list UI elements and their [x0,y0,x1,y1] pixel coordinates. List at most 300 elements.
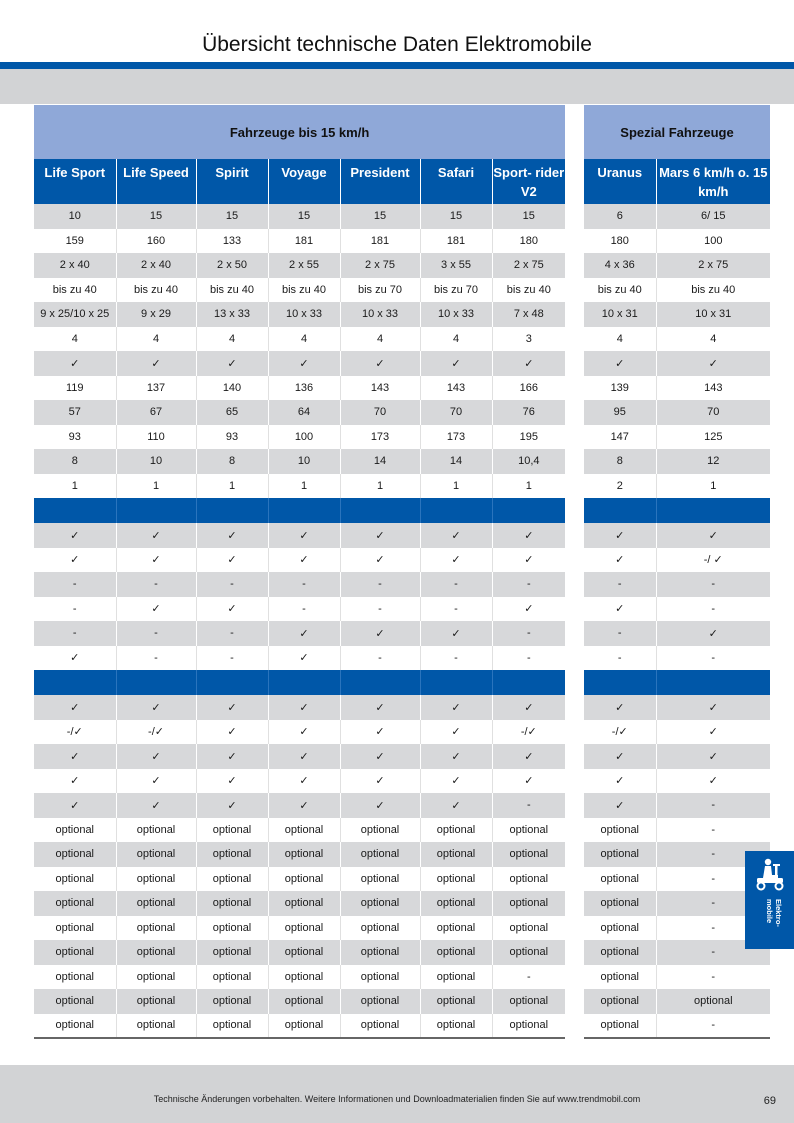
page-number: 69 [763,1095,776,1107]
table-cell: - [656,965,770,990]
table-cell: 6 [584,204,656,229]
section-divider [584,670,770,695]
table-row [584,204,770,229]
table-cell: 100 [268,425,340,450]
table-cell: 181 [340,229,420,254]
table-cell: - [116,621,196,646]
table-cell: optional [492,916,565,941]
table-cell: optional [116,940,196,965]
table-cell: 195 [492,425,565,450]
table-cell: optional [268,867,340,892]
table-cell: optional [420,818,492,843]
table-cell: ✓ [34,793,116,818]
table-cell: optional [340,1014,420,1039]
table-row [584,253,770,278]
table-cell: optional [420,891,492,916]
section-divider-cell [116,670,196,695]
table-cell: optional [584,818,656,843]
table-cell: 1 [34,474,116,499]
table-row [34,940,565,965]
table-row [584,916,770,941]
section-divider-cell [420,498,492,523]
table-cell: 2 x 50 [196,253,268,278]
table-cell: optional [116,891,196,916]
table-cell: optional [420,1014,492,1039]
table-row [34,916,565,941]
table-cell: - [656,646,770,671]
table-cell: 8 [196,449,268,474]
table-cell: optional [196,818,268,843]
table-cell: optional [268,989,340,1014]
table-cell: ✓ [340,720,420,745]
section-divider-cell [196,670,268,695]
table-cell: 15 [492,204,565,229]
section-divider-cell [196,498,268,523]
table-cell: 2 x 75 [656,253,770,278]
table-cell: ✓ [340,744,420,769]
table-cell: ✓ [492,695,565,720]
table-cell: ✓ [584,523,656,548]
table-cell: ✓ [340,548,420,573]
table-cell: optional [34,940,116,965]
table-cell: ✓ [34,744,116,769]
table-cell: - [268,597,340,622]
table-row [34,621,565,646]
table-cell: 67 [116,400,196,425]
section-divider-cell [340,670,420,695]
table-cell: ✓ [656,744,770,769]
table-row [34,548,565,573]
table-cell: ✓ [116,597,196,622]
table-cell: optional [492,891,565,916]
table-row [584,474,770,499]
table-cell: 95 [584,400,656,425]
section-divider-cell [584,498,656,523]
table-row [584,621,770,646]
table-cell: optional [420,940,492,965]
table-cell: ✓ [340,769,420,794]
table-cell: ✓ [268,523,340,548]
table-cell: optional [196,940,268,965]
table-cell: ✓ [420,769,492,794]
table-cell: 140 [196,376,268,401]
table-cell: optional [196,842,268,867]
table-cell: optional [268,965,340,990]
table-row [34,1014,565,1039]
table-cell: ✓ [196,720,268,745]
table-row [34,523,565,548]
column-header: Spirit [196,159,268,204]
table-row [584,940,770,965]
table-cell: ✓ [492,351,565,376]
table-cell: ✓ [340,351,420,376]
table-cell: 139 [584,376,656,401]
table-cell: 13 x 33 [196,302,268,327]
table-cell: optional [34,1014,116,1039]
table-cell: 4 [116,327,196,352]
table-row [34,720,565,745]
scooter-icon [751,857,788,891]
table-row [584,744,770,769]
table-row [34,842,565,867]
table-cell: - [492,572,565,597]
table-cell: 10 x 33 [340,302,420,327]
table-cell: optional [116,916,196,941]
column-header: Uranus [584,159,656,204]
table-cell: ✓ [268,769,340,794]
table-cell: optional [34,867,116,892]
table-cell: 10 x 31 [584,302,656,327]
table-cell: optional [268,891,340,916]
table-cell: ✓ [492,744,565,769]
table-cell: bis zu 40 [584,278,656,303]
table-row [584,229,770,254]
column-header: Safari [420,159,492,204]
table-cell: ✓ [268,351,340,376]
table-cell: - [656,916,770,941]
side-tab-elektromobile[interactable] [745,851,794,949]
table-cell: ✓ [492,548,565,573]
table-cell: optional [268,1014,340,1039]
table-cell: bis zu 40 [34,278,116,303]
table-cell: - [492,621,565,646]
table-cell: ✓ [340,621,420,646]
table-cell: - [196,572,268,597]
table-cell: 4 x 36 [584,253,656,278]
table-cell: ✓ [420,720,492,745]
table-cell: 147 [584,425,656,450]
table-row [34,204,565,229]
table-cell: bis zu 40 [492,278,565,303]
table-cell: 10 [268,449,340,474]
table-row [34,572,565,597]
table-cell: - [268,572,340,597]
section-divider-cell [492,670,565,695]
table-cell: - [656,940,770,965]
table-cell: optional [196,989,268,1014]
table-row [584,351,770,376]
table-cell: ✓ [268,793,340,818]
table-cell: ✓ [584,695,656,720]
table-cell: 4 [584,327,656,352]
table-cell: 2 x 55 [268,253,340,278]
table-cell: ✓ [196,695,268,720]
table-cell: - [116,572,196,597]
table-cell: ✓ [492,597,565,622]
table-cell: - [584,646,656,671]
table-row [34,351,565,376]
table-cell: ✓ [34,695,116,720]
column-header: Mars 6 km/h o. 15 km/h [656,159,770,204]
table-cell: -/ ✓ [656,548,770,573]
table-cell: 181 [420,229,492,254]
table-row [584,1014,770,1039]
table-cell: optional [340,867,420,892]
table-cell: 6/ 15 [656,204,770,229]
table-cell: optional [34,965,116,990]
table-row [34,597,565,622]
table-cell: 4 [268,327,340,352]
table-cell: optional [116,842,196,867]
table-row [584,769,770,794]
table-cell: - [34,597,116,622]
table-cell: ✓ [340,523,420,548]
table-row [34,891,565,916]
table-cell: ✓ [656,351,770,376]
table-row [34,278,565,303]
table-row [584,842,770,867]
table-cell: optional [584,989,656,1014]
table-cell: bis zu 70 [420,278,492,303]
table-cell: 143 [340,376,420,401]
table-cell: - [340,597,420,622]
table-cell: - [656,572,770,597]
table-row [34,818,565,843]
table-cell: 143 [656,376,770,401]
table-cell: optional [268,818,340,843]
section-divider-cell [492,498,565,523]
table-cell: optional [584,891,656,916]
table-cell: ✓ [420,744,492,769]
table-cell: optional [584,940,656,965]
table-cell: ✓ [34,351,116,376]
section-divider-cell [420,670,492,695]
table-cell: ✓ [268,621,340,646]
table-cell: 10 x 33 [420,302,492,327]
table-row [34,302,565,327]
table-cell: 2 [584,474,656,499]
table-cell: 1 [340,474,420,499]
table-row [34,400,565,425]
table-cell: optional [268,916,340,941]
table-row [34,449,565,474]
table-cell: -/✓ [116,720,196,745]
table-cell: - [656,818,770,843]
table-cell: optional [492,940,565,965]
table-cell: optional [196,1014,268,1039]
section-divider-cell [584,670,656,695]
table-cell: 181 [268,229,340,254]
table-cell: ✓ [584,769,656,794]
table-cell: 10 x 31 [656,302,770,327]
section-divider-cell [268,670,340,695]
section-divider-cell [656,498,770,523]
table-cell: ✓ [656,621,770,646]
table-row [584,302,770,327]
table-cell: ✓ [196,744,268,769]
table-cell: 137 [116,376,196,401]
table-cell: 3 x 55 [420,253,492,278]
table-cell: ✓ [34,523,116,548]
table-cell: - [34,621,116,646]
table-cell: 65 [196,400,268,425]
table-cell: 76 [492,400,565,425]
table-cell: 64 [268,400,340,425]
table-cell: ✓ [268,548,340,573]
table-cell: ✓ [34,769,116,794]
side-tab-label: Elektro- mobile [765,899,783,927]
table-cell: ✓ [116,793,196,818]
table-cell: ✓ [116,548,196,573]
table-cell: optional [584,867,656,892]
table-cell: 1 [420,474,492,499]
table-cell: - [656,891,770,916]
column-header: President [340,159,420,204]
table-cell: optional [34,842,116,867]
section-divider-cell [116,498,196,523]
table-cell: 93 [34,425,116,450]
table-cell: 57 [34,400,116,425]
table-cell: 133 [196,229,268,254]
table-cell: optional [420,965,492,990]
table-row [584,695,770,720]
table-cell: 4 [656,327,770,352]
table-cell: - [656,793,770,818]
table-row [34,646,565,671]
table-cell: 7 x 48 [492,302,565,327]
table-row [34,253,565,278]
table-cell: ✓ [420,695,492,720]
table-cell: - [584,621,656,646]
table-cell: bis zu 40 [268,278,340,303]
table-cell: 10 x 33 [268,302,340,327]
table-row [584,818,770,843]
table-cell: 100 [656,229,770,254]
table-cell: 10,4 [492,449,565,474]
table-cell: ✓ [656,523,770,548]
table-cell: 160 [116,229,196,254]
table-cell: bis zu 40 [116,278,196,303]
table-cell: ✓ [268,646,340,671]
table-cell: 166 [492,376,565,401]
main-vehicle-table [34,105,565,1039]
table-cell: 10 [34,204,116,229]
table-cell: 2 x 40 [34,253,116,278]
table-row [34,867,565,892]
table-row [584,425,770,450]
table-cell: optional [34,818,116,843]
header-blue-bar [0,62,794,69]
table-cell: optional [196,867,268,892]
table-cell: 8 [584,449,656,474]
table-cell: ✓ [420,523,492,548]
section-divider-cell [34,670,116,695]
table-cell: 1 [196,474,268,499]
table-cell: 3 [492,327,565,352]
table-cell: 1 [492,474,565,499]
table-cell: optional [34,891,116,916]
column-header: Life Speed [116,159,196,204]
table-row [34,425,565,450]
table-row [584,965,770,990]
table-cell: ✓ [584,351,656,376]
table-cell: 4 [196,327,268,352]
table-cell: optional [34,989,116,1014]
table-row [34,793,565,818]
table-cell: ✓ [340,695,420,720]
table-cell: 1 [656,474,770,499]
table-cell: optional [340,842,420,867]
table-row [584,793,770,818]
table-row [584,989,770,1014]
table-cell: optional [420,989,492,1014]
table-cell: ✓ [584,744,656,769]
table-row [34,744,565,769]
table-cell: 180 [492,229,565,254]
table-cell: ✓ [196,548,268,573]
table-cell: optional [492,867,565,892]
table-cell: - [340,646,420,671]
table-cell: 4 [34,327,116,352]
table-cell: - [656,597,770,622]
table-cell: 2 x 75 [492,253,565,278]
table-cell: optional [420,842,492,867]
table-cell: ✓ [116,695,196,720]
table-cell: ✓ [196,523,268,548]
table-row [34,989,565,1014]
table-cell: -/✓ [492,720,565,745]
table-row [584,597,770,622]
table-row [584,327,770,352]
table-cell: optional [34,916,116,941]
table-row [584,891,770,916]
table-cell: ✓ [420,793,492,818]
table-cell: ✓ [492,769,565,794]
table-cell: - [420,646,492,671]
table-row [584,646,770,671]
table-cell: optional [116,989,196,1014]
table-cell: 159 [34,229,116,254]
table-cell: - [420,572,492,597]
table-cell: optional [492,989,565,1014]
table-cell: bis zu 70 [340,278,420,303]
table-cell: 9 x 29 [116,302,196,327]
table-cell: 1 [116,474,196,499]
table-cell: - [196,621,268,646]
table-cell: 15 [268,204,340,229]
section-divider-cell [34,498,116,523]
table-cell: ✓ [268,695,340,720]
column-header: Life Sport [34,159,116,204]
table-row [584,867,770,892]
table-row [584,548,770,573]
table-row [584,376,770,401]
table-cell: ✓ [656,695,770,720]
group-title: Fahrzeuge bis 15 km/h [34,105,565,159]
table-cell: optional [340,940,420,965]
table-cell: optional [584,1014,656,1039]
table-cell: 110 [116,425,196,450]
table-row [34,965,565,990]
table-cell: optional [420,916,492,941]
table-cell: optional [340,989,420,1014]
table-cell: 70 [340,400,420,425]
table-cell: 10 [116,449,196,474]
table-cell: optional [584,916,656,941]
table-cell: ✓ [584,793,656,818]
table-cell: bis zu 40 [656,278,770,303]
table-cell: ✓ [196,769,268,794]
table-cell: ✓ [656,769,770,794]
table-cell: ✓ [584,597,656,622]
table-cell: optional [340,965,420,990]
table-cell: - [656,867,770,892]
table-cell: ✓ [656,720,770,745]
table-cell: 9 x 25/10 x 25 [34,302,116,327]
table-cell: 143 [420,376,492,401]
table-cell: optional [196,891,268,916]
footer-note: Technische Änderungen vorbehalten. Weitere Informationen und Downloadmaterialien finden Sie auf www.trendmobil.com [153,1094,641,1104]
